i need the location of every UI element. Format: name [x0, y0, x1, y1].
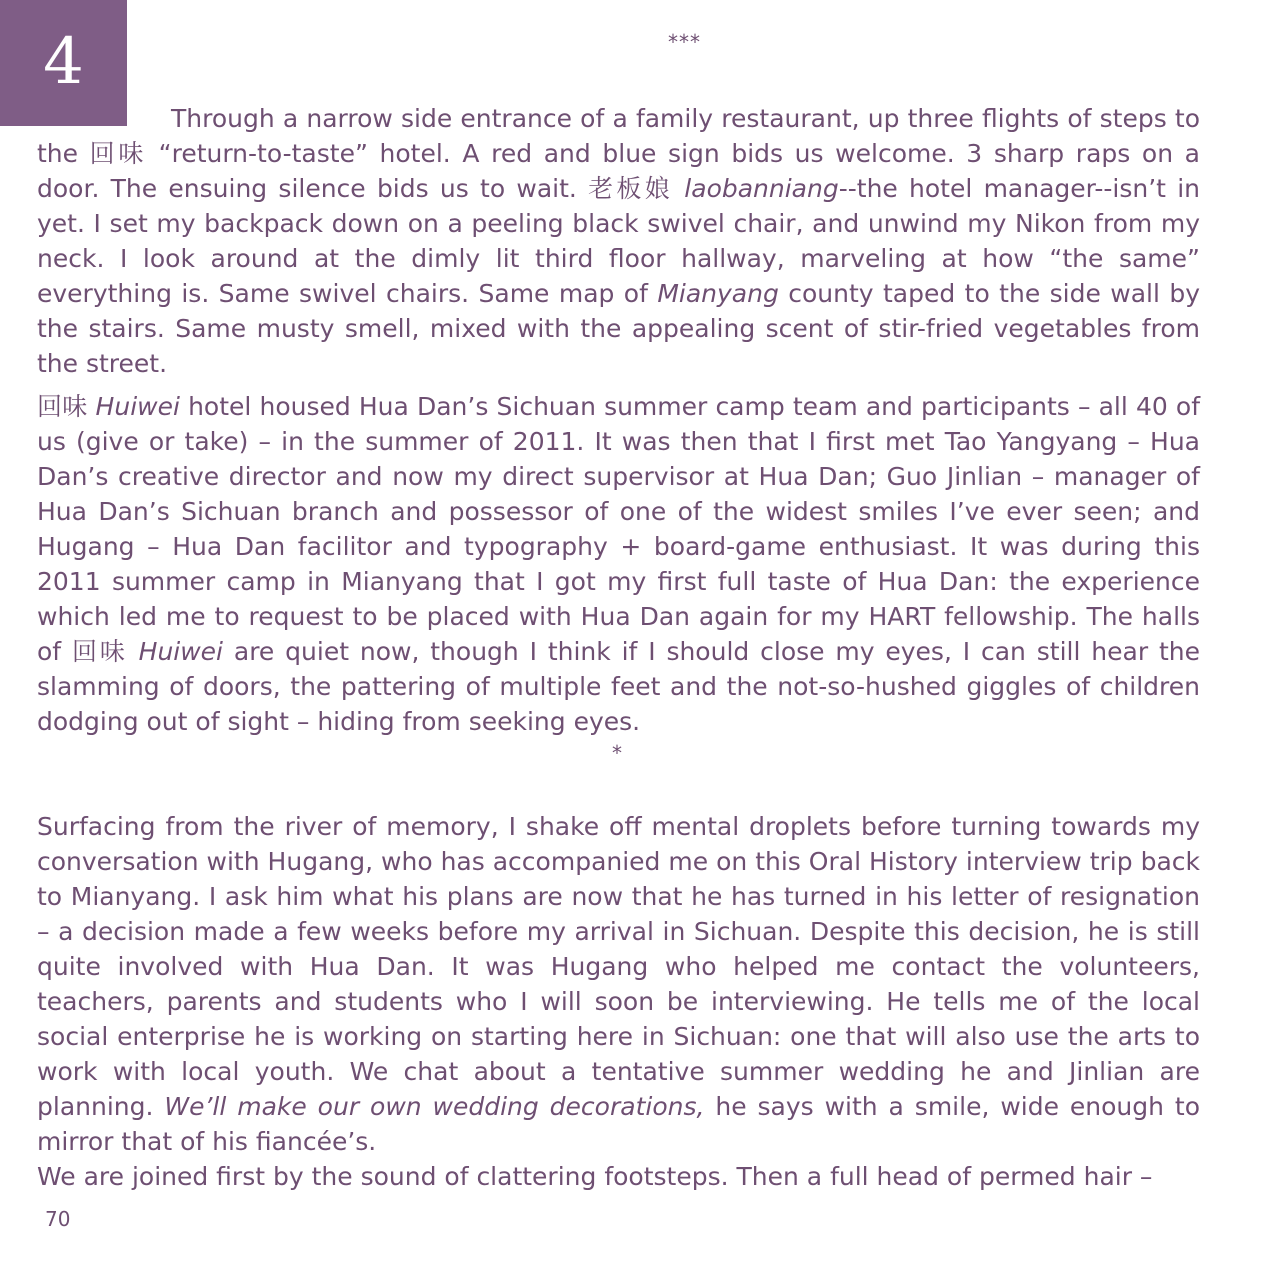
paragraph-text: Through a narrow side entrance of a family restaurant, up three flights of steps to the 回味 “return-to-taste” hotel. A red and blue sign bids us welcome. 3 sharp raps on a door. The ensuing silence bids us to wait. 老板娘: [37, 104, 1200, 203]
paragraph-text: county taped to the side wall by the stairs. Same musty smell, mixed with the appealing scent of stir-fried vegetables from the street.: [37, 279, 1200, 378]
section-separator-top: ***: [668, 30, 701, 54]
paragraph-italic-quote: We’ll make our own wedding decorations,: [164, 1092, 705, 1121]
paragraph-footsteps: [37, 1159, 1200, 1194]
paragraph-text: 回味: [37, 392, 96, 421]
paragraph-italic-term: Mianyang: [657, 279, 779, 308]
page-number: 70: [45, 1207, 71, 1231]
paragraph-text: he says with a smile, wide enough to mirror that of his fiancée’s.: [37, 1092, 1200, 1156]
paragraph-surfacing: [37, 809, 1200, 1159]
paragraph-text: hotel housed Hua Dan’s Sichuan summer camp team and participants – all 40 of us (give or take) – in the summer of 2011. It was then that I first met Tao Yangyang – Hua Dan’s creative director and now my direct supervisor at Hua Dan; Guo Jinlian – manager of Hua Dan’s Sichuan branch and possessor of one of the widest smiles I’ve ever seen; and Hugang – Hua Dan facilitor and typography + board-game enthusiast. It was during this 2011 summer camp in Mianyang that I got my first full taste of Hua Dan: the experience which led me to request to be placed with Hua Dan again for my HART fellowship. The halls of 回味: [37, 392, 1200, 666]
paragraph-italic-term: Huiwei: [138, 637, 224, 666]
paragraph-italic-term: Huiwei: [95, 392, 180, 421]
paragraph-italic-term: laobanniang: [684, 174, 839, 203]
paragraph-text: are quiet now, though I think if I should close my eyes, I can still hear the slamming of doors, the pattering of multiple feet and the not-so-hushed giggles of children dodging out of sight – hiding from seeking eyes.: [37, 637, 1200, 736]
paragraph-text: We are joined first by the sound of clattering footsteps. Then a full head of permed hair –: [37, 1162, 1153, 1191]
paragraph-arrival: [37, 101, 1200, 381]
paragraph-text: Surfacing from the river of memory, I shake off mental droplets before turning towards my conversation with Hugang, who has accompanied me on this Oral History interview trip back to Mianyang. I ask him what his plans are now that he has turned in his letter of resignation – a decision made a few weeks before my arrival in Sichuan. Despite this decision, he is still quite involved with Hua Dan. It was Hugang who helped me contact the volunteers, teachers, parents and students who I will soon be interviewing. He tells me of the local social enterprise he is working on starting here in Sichuan: one that will also use the arts to work with local youth. We chat about a tentative summer wedding he and Jinlian are planning.: [37, 812, 1200, 1121]
paragraph-huiwei-hotel: [37, 389, 1200, 739]
chapter-number: 4: [43, 25, 84, 99]
paragraph-text: --the hotel manager--isn’t in yet. I set my backpack down on a peeling black swivel chair, and unwind my Nikon from my neck. I look around at the dimly lit third floor hallway, marveling at how “the same” everything is. Same swivel chairs. Same map of: [37, 174, 1200, 308]
section-separator-mid: *: [612, 741, 622, 765]
